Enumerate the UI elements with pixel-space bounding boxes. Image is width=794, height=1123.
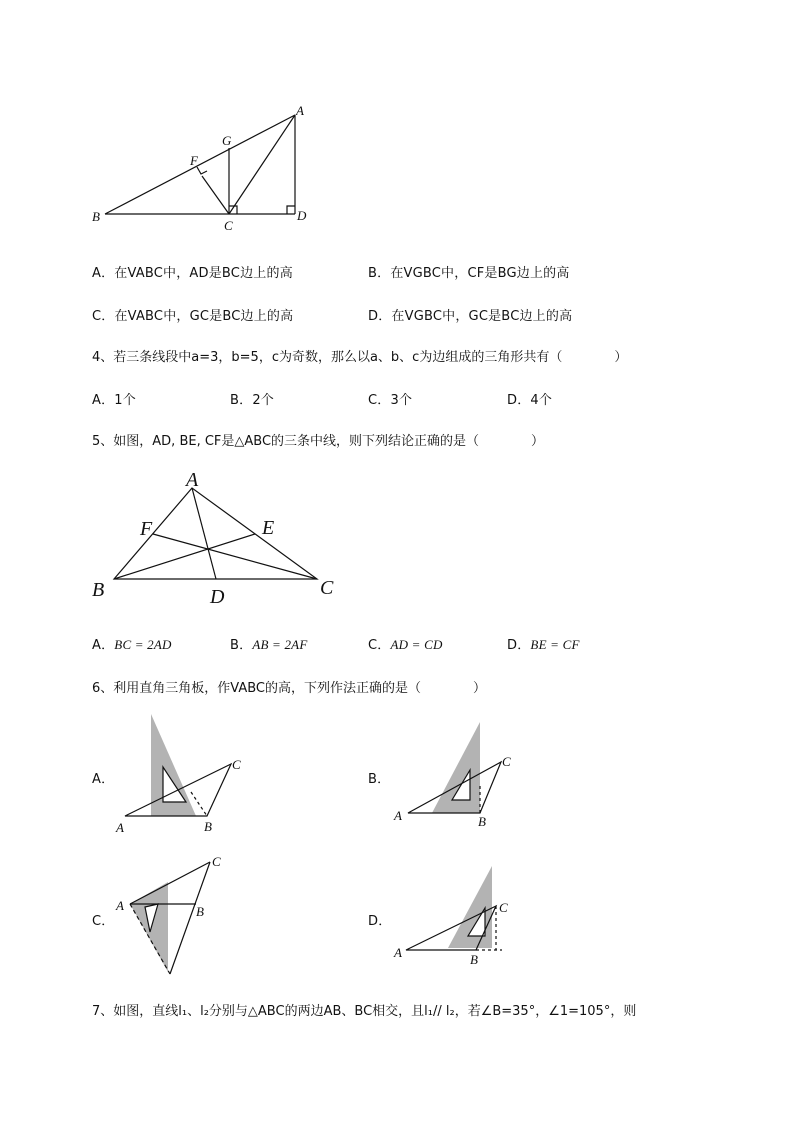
q7-stem: 7、如图，直线l₁、l₂分别与△ABC的两边AB、BC相交，且l₁// l₂，若∠B=35°，∠1=105°，则 xyxy=(92,1004,637,1019)
q4-stem: 4、若三条线段中a=3，b=5，c为奇数，那么以a、b、c为边组成的三角形共有（ ） xyxy=(92,350,628,365)
point-label-a: A xyxy=(296,103,304,118)
figure-triangle-abd xyxy=(80,95,340,240)
point-label-b: B xyxy=(92,579,105,601)
point-label-c: C xyxy=(212,854,221,869)
point-label-g: G xyxy=(222,133,232,148)
q5-option-d[interactable]: D．BE = CF xyxy=(507,637,580,653)
point-label-b: B xyxy=(196,904,204,919)
q6-stem: 6、利用直角三角板，作VABC的高，下列作法正确的是（ ） xyxy=(92,681,486,696)
point-label-c: C xyxy=(232,757,241,772)
q6-figure-a xyxy=(110,712,260,837)
point-label-a: A xyxy=(116,898,124,913)
point-label-f: F xyxy=(140,518,153,540)
q6-figure-b xyxy=(388,720,528,835)
q4-option-a[interactable]: A．1个 xyxy=(92,393,136,408)
figure-medians-abc xyxy=(88,468,348,608)
point-label-b: B xyxy=(478,814,486,829)
q4-option-b[interactable]: B．2个 xyxy=(230,393,274,408)
q6-figure-d xyxy=(388,862,528,972)
point-label-b: B xyxy=(204,819,212,834)
point-label-c: C xyxy=(320,577,334,599)
q3-option-d[interactable]: D．在VGBC中，GC是BC边上的高 xyxy=(368,309,573,324)
point-label-e: E xyxy=(262,517,275,539)
q6-option-d[interactable]: D． xyxy=(368,914,392,929)
point-label-d: D xyxy=(210,586,225,608)
q6-option-b[interactable]: B． xyxy=(368,772,391,787)
q5-stem: 5、如图，AD, BE, CF是△ABC的三条中线，则下列结论正确的是（ ） xyxy=(92,434,545,449)
point-label-a: A xyxy=(394,945,402,960)
point-label-c: C xyxy=(502,754,511,769)
point-label-a: A xyxy=(116,820,124,835)
point-label-f: F xyxy=(190,153,198,168)
q4-option-c[interactable]: C．3个 xyxy=(368,393,413,408)
point-label-c: C xyxy=(499,900,508,915)
q6-option-a[interactable]: A． xyxy=(92,772,115,787)
q6-figure-c xyxy=(110,852,240,982)
q5-option-b[interactable]: B．AB = 2AF xyxy=(230,637,308,653)
point-label-d: D xyxy=(297,208,307,223)
point-label-a: A xyxy=(394,808,402,823)
q5-option-a[interactable]: A．BC = 2AD xyxy=(92,637,172,653)
point-label-b: B xyxy=(470,952,478,967)
q3-option-c[interactable]: C．在VABC中，GC是BC边上的高 xyxy=(92,309,294,324)
point-label-a: A xyxy=(186,469,199,491)
point-label-b: B xyxy=(92,209,100,224)
point-label-c: C xyxy=(224,218,233,233)
q4-option-d[interactable]: D．4个 xyxy=(507,393,553,408)
q3-option-a[interactable]: A．在VABC中，AD是BC边上的高 xyxy=(92,266,293,281)
q3-option-b[interactable]: B．在VGBC中，CF是BG边上的高 xyxy=(368,266,570,281)
q6-option-c[interactable]: C． xyxy=(92,914,115,929)
q5-option-c[interactable]: C．AD = CD xyxy=(368,637,443,653)
